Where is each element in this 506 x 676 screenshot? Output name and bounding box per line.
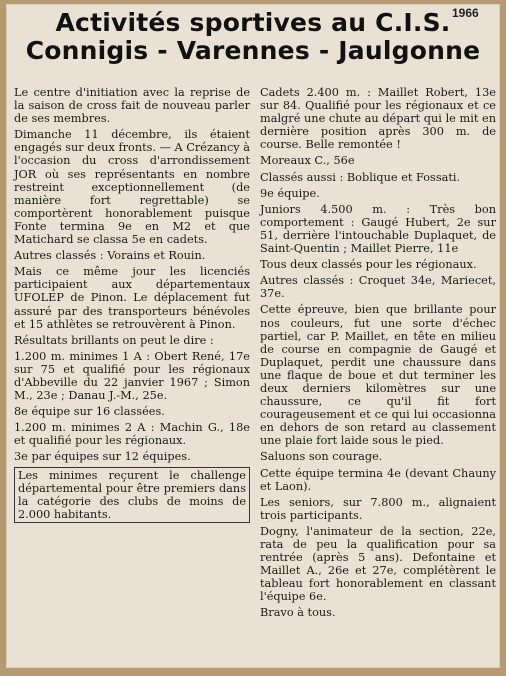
paragraph: 1.200 m. minimes 1 A : Obert René, 17e sur 75 et qualifié pour les régionaux d'Abbeville du 22 janvier 1967 ; Simon M., 23e ; Danau J.-M., 25e. [14,349,250,403]
paragraph: Mais ce même jour les licenciés participaient aux départementaux UFOLEP de Pinon. Le déplacement fut assuré par des transporteurs bénévoles et 15 athlètes se retrouvèrent à Pinon. [14,265,250,331]
paragraph: 3e par équipes sur 12 équipes. [14,450,191,464]
paragraph: Cette équipe termina 4e (devant Chauny et Laon). [260,466,496,493]
headline-line-2: Connigis - Varennes - Jaulgonne [25,36,481,65]
paragraph: Résultats brillants on peut le dire : [14,333,214,347]
paragraph: Cette épreuve, bien que brillante pour nos couleurs, fut une sorte d'échec partiel, car P. Maillet, en tête en milieu de course en compagnie de Gaugé et Duplaquet, perdit une chaussure dans une flaque de boue et dut terminer les deux derniers kilomètres sur une chaussure, ce qu'il fit fort courageusement et ce qui lui occasionna en dehors de son retard au classement une plaie fort laide sous le pied. [260,303,496,448]
paragraph: Juniors 4.500 m. : Très bon comportement : Gaugé Hubert, 2e sur 51, derrière l'intouchable Duplaquet, de Saint-Quentin ; Maillet Pierre, 11e [260,202,496,256]
paragraph: 1.200 m. minimes 2 A : Machin G., 18e et qualifié pour les régionaux. [14,421,250,448]
paragraph: Dogny, l'animateur de la section, 22e, rata de peu la qualification pour sa rentrée (après 5 ans). Defontaine et Maillet A., 26e et 27e, complétèrent le tableau fort honorablement en classant l'équipe 6e. [260,524,496,604]
paragraph: Autres classés : Croquet 34e, Mariecet, 37e. [260,274,496,301]
headline-line-1: Activités sportives au C.I.S. [55,8,451,37]
paragraph: Autres classés : Vorains et Rouin. [14,249,206,263]
right-column [260,86,496,623]
boxed-note: Les minimes reçurent le challenge départemental pour être premiers dans la catégorie des clubs de moins de 2.000 habitants. [14,467,250,523]
newspaper-clipping [6,4,500,668]
paragraph: Bravo à tous. [260,606,336,620]
paragraph: Dimanche 11 décembre, ils étaient engagés sur deux fronts. — A Crézancy à l'occasion du cross d'arrondissement JOR où ses représentants en nombre restreint exceptionnellement (de manière fort regrettable) se comportèrent honorablement puisque Fonte termina 9e en M2 et que Matichard se classa 5e en cadets. [14,128,250,247]
paragraph: Cadets 2.400 m. : Maillet Robert, 13e sur 84. Qualifié pour les régionaux et ce malgré une chute au départ qui le mit en dernière position après 300 m. de course. Belle remontée ! [260,86,496,152]
paragraph: Les seniors, sur 7.800 m., alignaient trois participants. [260,495,496,522]
paragraph: 9e équipe. [260,186,320,200]
paragraph: Le centre d'initiation avec la reprise de la saison de cross fait de nouveau parler de ses membres. [14,86,250,126]
left-column [14,86,250,526]
handwritten-year: 1966 [452,6,479,20]
paragraph: Saluons son courage. [260,450,383,464]
paragraph: Moreaux C., 56e [260,154,355,168]
paragraph: Tous deux classés pour les régionaux. [260,258,477,272]
paragraph: 8e équipe sur 16 classées. [14,405,165,419]
paragraph: Classés aussi : Boblique et Fossati. [260,170,461,184]
